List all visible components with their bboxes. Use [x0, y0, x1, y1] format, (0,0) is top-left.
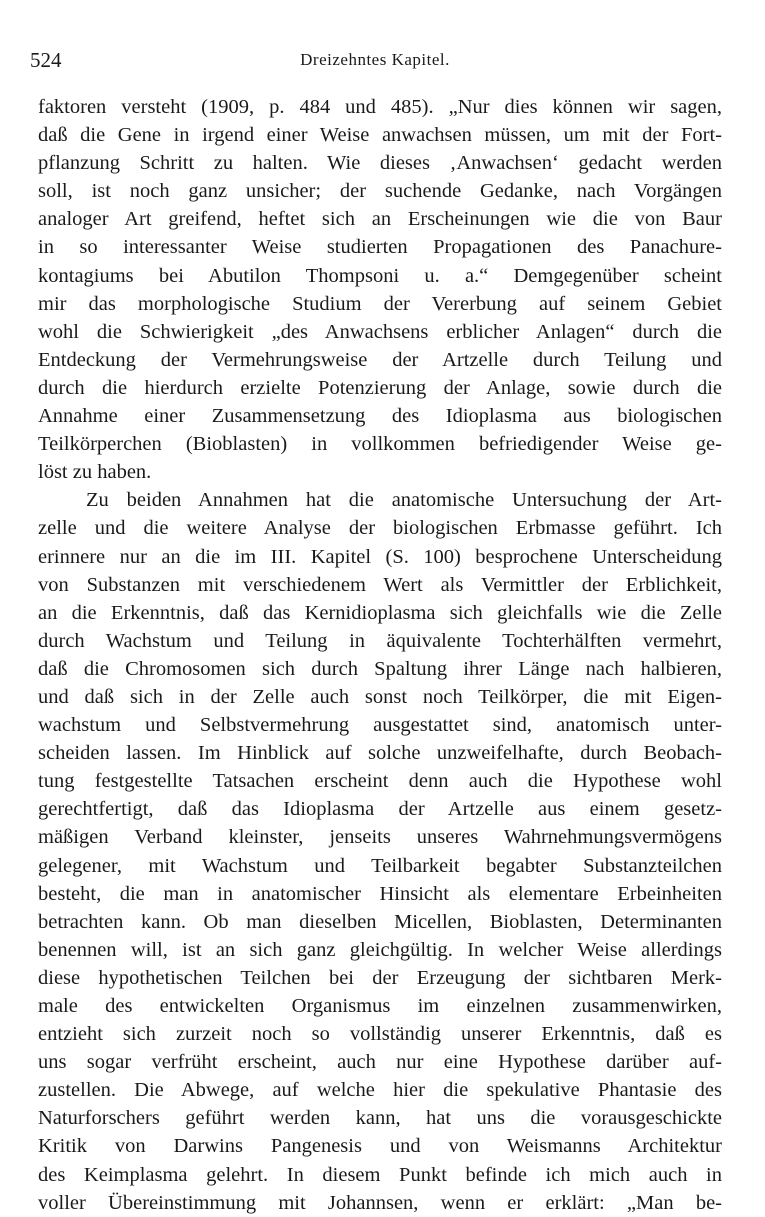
text-line: in so interessanter Weise studierten Propagationen des Panachure- [38, 236, 722, 259]
text-line: löst zu haben. [38, 461, 152, 484]
text-line: diese hypothetischen Teilchen bei der Erzeugung der sichtbaren Merk- [38, 966, 722, 989]
text-line: tung festgestellte Tatsachen erscheint denn auch die Hypothese wohl [38, 770, 722, 793]
text-line: faktoren versteht (1909, p. 484 und 485). „Nur dies können wir sagen, [38, 96, 722, 118]
body-text [38, 93, 722, 1217]
text-line: besteht, die man in anatomischer Hinsicht als elementare Erbeinheiten [38, 882, 722, 905]
text-line: mäßigen Verband kleinster, jenseits unseres Wahrnehmungsvermögens [38, 826, 722, 849]
text-line: Annahme einer Zusammensetzung des Idioplasma aus biologischen [38, 405, 722, 428]
text-line: daß die Chromosomen sich durch Spaltung ihrer Länge nach halbieren, [38, 657, 722, 680]
text-line: und daß sich in der Zelle auch sonst noch Teilkörper, die mit Eigen- [38, 685, 722, 708]
text-line: benennen will, ist an sich ganz gleichgültig. In welcher Weise allerdings [38, 938, 722, 961]
text-line: entzieht sich zurzeit noch so vollständig unserer Erkenntnis, daß es [38, 1023, 722, 1046]
text-line: scheiden lassen. Im Hinblick auf solche unzweifelhafte, durch Beobach- [38, 742, 722, 765]
paragraph-2 [38, 486, 722, 1216]
running-head: Dreizehntes Kapitel. [300, 50, 450, 69]
text-line: daß die Gene in irgend einer Weise anwachsen müssen, um mit der Fort- [38, 124, 722, 147]
text-line: uns sogar verfrüht erscheint, auch nur eine Hypothese darüber auf- [38, 1051, 722, 1074]
text-line: Naturforschers geführt werden kann, hat uns die vorausgeschickte [38, 1107, 722, 1130]
paragraph-1 [38, 93, 722, 486]
text-line: des Keimplasma gelehrt. In diesem Punkt befinde ich mich auch in [38, 1163, 722, 1186]
text-line: durch Wachstum und Teilung in äquivalente Tochterhälften vermehrt, [38, 629, 722, 652]
text-line: analoger Art greifend, heftet sich an Erscheinungen wie die von Baur [38, 208, 722, 231]
text-line: zelle und die weitere Analyse der biologischen Erbmasse geführt. Ich [38, 517, 722, 540]
text-line: Entdeckung der Vermehrungsweise der Artzelle durch Teilung und [38, 348, 722, 371]
page-header [30, 48, 720, 78]
text-line: an die Erkenntnis, daß das Kernidioplasma sich gleichfalls wie die Zelle [38, 601, 722, 624]
text-line: pflanzung Schritt zu halten. Wie dieses ‚Anwachsen‘ gedacht werden [38, 152, 722, 175]
text-line: male des entwickelten Organismus im einzelnen zusammenwirken, [38, 995, 722, 1017]
text-line: soll, ist noch ganz unsicher; der suchende Gedanke, nach Vorgängen [38, 180, 722, 203]
text-line: mir das morphologische Studium der Vererbung auf seinem Gebiet [38, 292, 722, 315]
text-line: kontagiums bei Abutilon Thompsoni u. a.“ Demgegenüber scheint [38, 264, 722, 287]
text-line: Kritik von Darwins Pangenesis und von Weismanns Architektur [38, 1135, 722, 1158]
text-line: wachstum und Selbstvermehrung ausgestattet sind, anatomisch unter- [38, 714, 722, 737]
text-line: durch die hierdurch erzielte Potenzierung der Anlage, sowie durch die [38, 376, 722, 399]
text-line: gelegener, mit Wachstum und Teilbarkeit begabter Substanzteilchen [38, 854, 722, 877]
text-line: voller Übereinstimmung mit Johannsen, wenn er erklärt: „Man be- [38, 1191, 722, 1214]
text-line: zustellen. Die Abwege, auf welche hier die spekulative Phantasie des [38, 1079, 722, 1102]
text-line: Teilkörperchen (Bioblasten) in vollkommen befriedigender Weise ge- [38, 433, 722, 456]
text-line: wohl die Schwierigkeit „des Anwachsens erblicher Anlagen“ durch die [38, 320, 722, 343]
text-line: Zu beiden Annahmen hat die anatomische Untersuchung der Art- [86, 489, 722, 512]
text-line: erinnere nur an die im III. Kapitel (S. 100) besprochene Unterscheidung [38, 545, 722, 568]
page-number: 524 [30, 48, 62, 72]
text-line: von Substanzen mit verschiedenem Wert als Vermittler der Erblichkeit, [38, 573, 722, 596]
text-line: betrachten kann. Ob man dieselben Micellen, Bioblasten, Determinanten [38, 910, 722, 933]
text-line: gerechtfertigt, daß das Idioplasma der Artzelle aus einem gesetz- [38, 798, 722, 821]
